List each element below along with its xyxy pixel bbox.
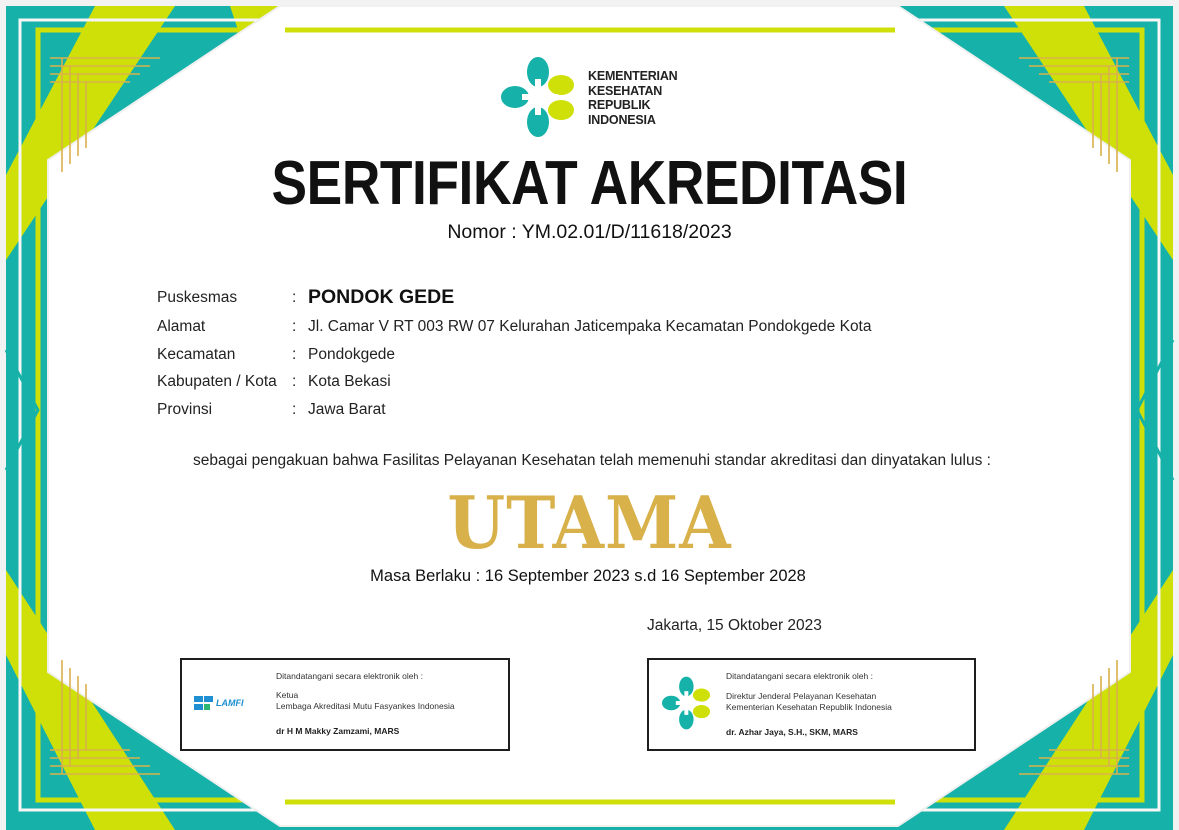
info-colon: :: [292, 401, 297, 418]
certificate-number: Nomor : YM.02.01/D/11618/2023: [447, 221, 732, 243]
signature-box-lamfi: [180, 658, 510, 751]
signature-box-kemenkes: [647, 658, 976, 751]
ministry-logo-small-icon: [660, 675, 714, 731]
signer-role: Direktur Jenderal Pelayanan Kesehatan: [726, 691, 877, 701]
ministry-name-line: KEMENTERIAN: [588, 69, 678, 83]
statement-text: sebagai pengakuan bahwa Fasilitas Pelayanan Kesehatan telah memenuhi standar akreditasi dan dinyatakan lulus :: [193, 452, 991, 469]
info-label: Puskesmas: [157, 289, 238, 306]
ministry-logo-icon: [498, 55, 580, 139]
place-date: Jakarta, 15 Oktober 2023: [647, 617, 822, 634]
info-label: Kabupaten / Kota: [157, 373, 277, 390]
ministry-name-line: INDONESIA: [588, 112, 656, 127]
signature-heading: Ditandatangani secara elektronik oleh :: [726, 671, 873, 681]
info-value: Jawa Barat: [308, 401, 386, 418]
info-colon: :: [292, 346, 297, 363]
ministry-name: [588, 69, 677, 127]
info-value: Kota Bekasi: [308, 373, 391, 390]
lamfi-logo-text: LAMFI: [216, 698, 244, 708]
info-value: Pondokgede: [308, 346, 396, 363]
signer-name: dr. Azhar Jaya, S.H., SKM, MARS: [726, 727, 858, 737]
info-label: Alamat: [157, 318, 206, 335]
facility-name: PONDOK GEDE: [308, 286, 455, 308]
info-colon: :: [292, 289, 297, 306]
validity-period: Masa Berlaku : 16 September 2023 s.d 16 September 2028: [370, 567, 806, 585]
info-colon: :: [292, 318, 297, 335]
ministry-name-line: REPUBLIK: [588, 98, 651, 112]
info-label: Provinsi: [157, 401, 213, 418]
accreditation-grade: UTAMA: [447, 480, 732, 565]
signer-role: Ketua: [276, 690, 299, 700]
info-colon: :: [292, 373, 297, 390]
certificate-title: SERTIFIKAT AKREDITASI: [271, 149, 908, 218]
info-label: Kecamatan: [157, 346, 236, 363]
signer-organization: Lembaga Akreditasi Mutu Fasyankes Indonesia: [276, 701, 455, 711]
signer-name: dr H M Makky Zamzami, MARS: [276, 726, 400, 736]
lamfi-logo-icon: [194, 696, 214, 712]
info-value: Jl. Camar V RT 003 RW 07 Kelurahan Jaticempaka Kecamatan Pondokgede Kota: [308, 318, 872, 335]
signature-heading: Ditandatangani secara elektronik oleh :: [276, 671, 423, 681]
signer-organization: Kementerian Kesehatan Republik Indonesia: [726, 702, 892, 712]
ministry-name-line: KESEHATAN: [588, 83, 663, 98]
